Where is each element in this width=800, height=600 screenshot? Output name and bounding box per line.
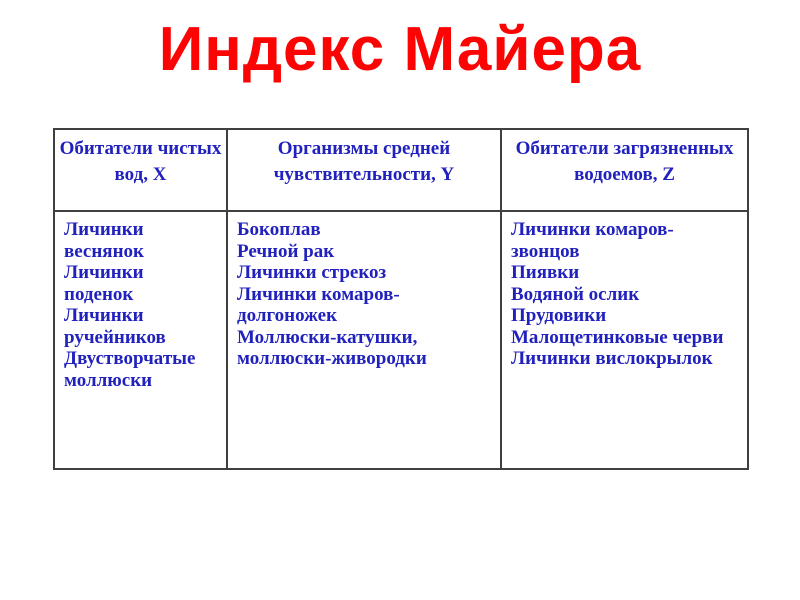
table-header-row xyxy=(54,129,748,211)
organism-item: Моллюски-катушки, моллюски-живородки xyxy=(237,326,427,369)
organism-item: Личинки ручейников xyxy=(64,305,166,348)
organism-item: Личинки комаров-звонцов xyxy=(511,219,674,262)
column-cell-medium-sensitivity xyxy=(227,211,501,469)
organism-item: Пиявки xyxy=(511,262,580,283)
organism-item: Малощетинковые черви xyxy=(511,326,724,348)
slide-title: Индекс Майера xyxy=(158,15,642,84)
organism-item: Прудовики xyxy=(511,305,607,326)
organism-item: Речной рак xyxy=(237,240,335,262)
column-header-medium-sensitivity: Организмы средней чувствительности, Y xyxy=(227,129,501,211)
column-cell-clean-water xyxy=(54,211,227,469)
organism-item: Водяной ослик xyxy=(511,283,640,305)
organism-item: Двустворчатые моллюски xyxy=(64,348,196,391)
mayer-index-table xyxy=(53,128,749,470)
organism-item: Личинки вислокрылок xyxy=(511,348,713,369)
table-body-row xyxy=(54,211,748,469)
organism-item: Бокоплав xyxy=(237,219,321,240)
column-header-polluted-water: Обитатели загрязненных водоемов, Z xyxy=(501,129,748,211)
organism-item: Личинки комаров-долгоножек xyxy=(237,283,400,326)
organism-item: Личинки стрекоз xyxy=(237,262,387,283)
column-cell-polluted-water xyxy=(501,211,748,469)
organism-item: Личинки веснянок xyxy=(64,219,144,262)
organism-item: Личинки поденок xyxy=(64,262,144,305)
column-header-clean-water: Обитатели чистых вод, X xyxy=(54,129,227,211)
